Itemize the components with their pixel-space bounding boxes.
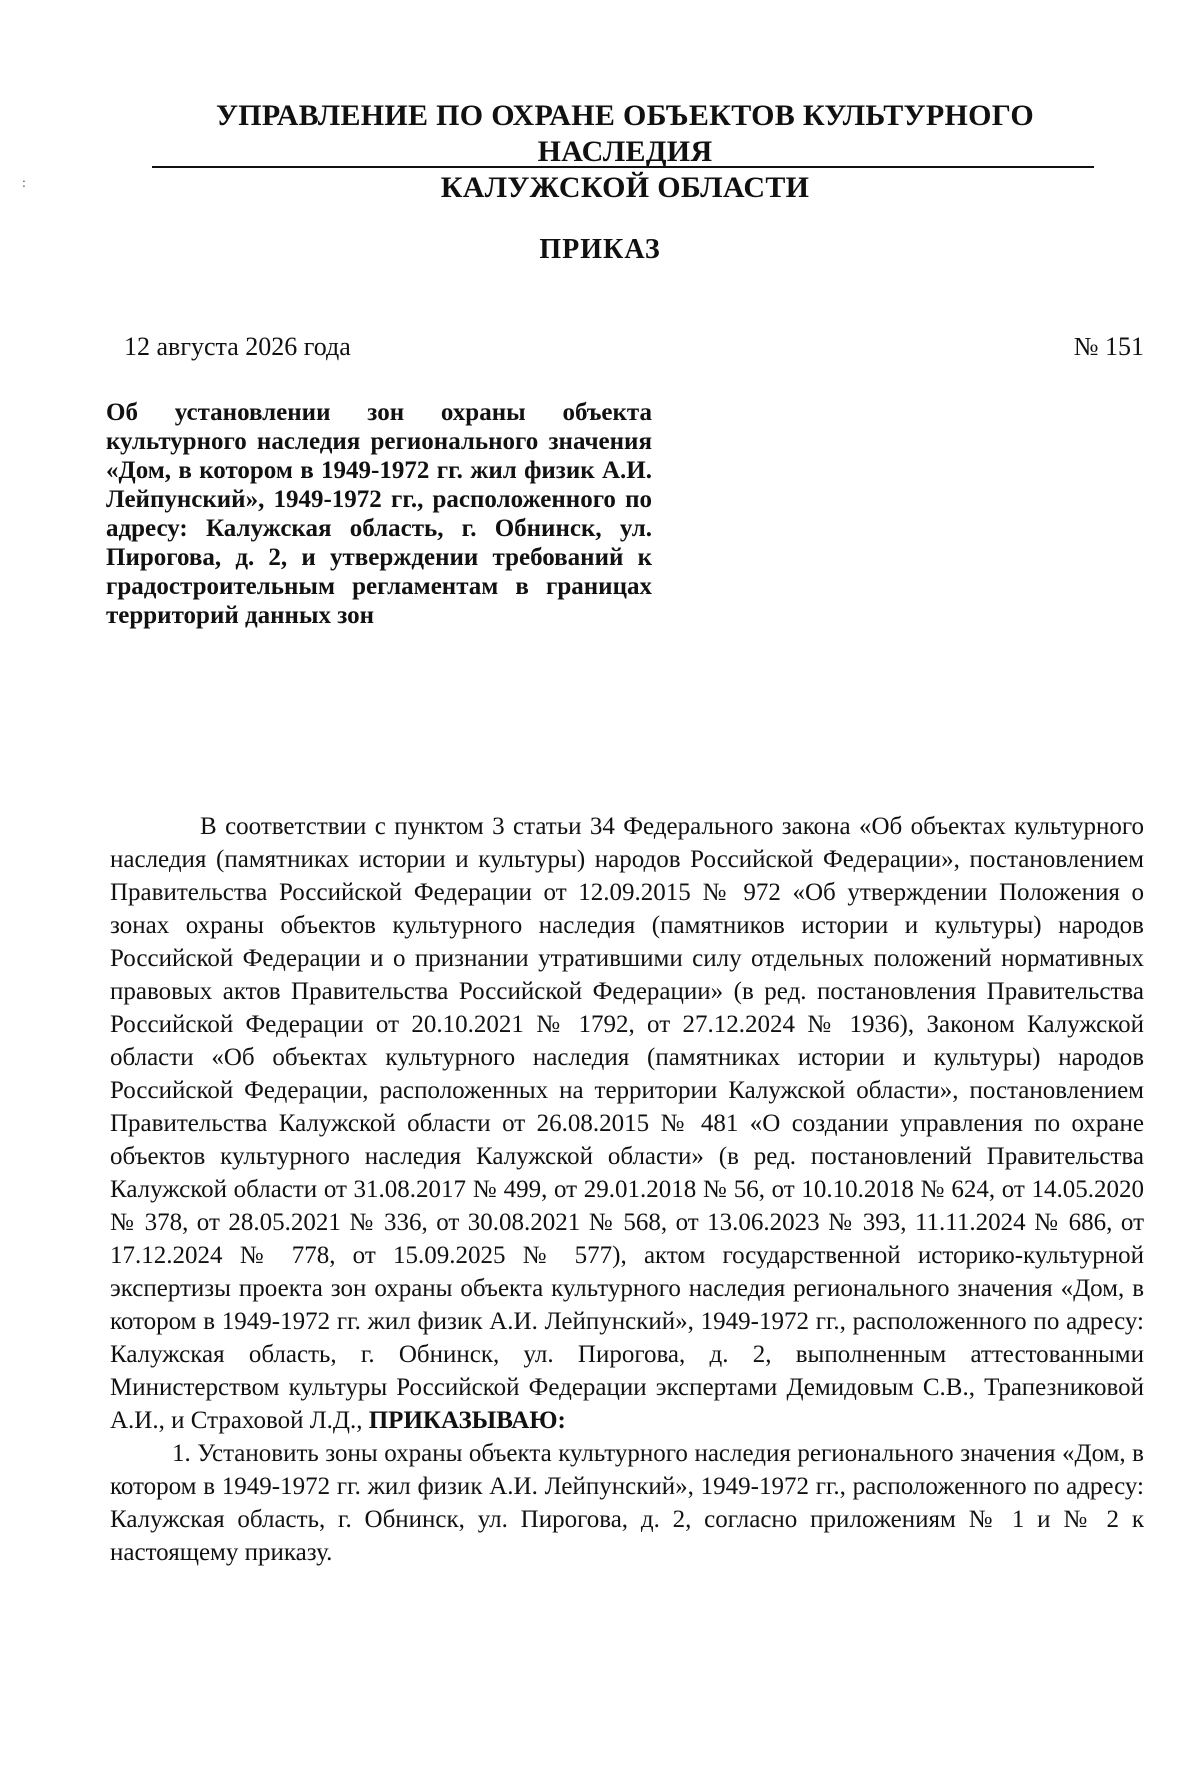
- order-date: 12 августа 2026 года: [124, 332, 351, 361]
- preamble-paragraph: [110, 810, 1144, 1437]
- organization-header: [150, 98, 1100, 206]
- organization-name-line1: УПРАВЛЕНИЕ ПО ОХРАНЕ ОБЪЕКТОВ КУЛЬТУРНОГО НАСЛЕДИЯ: [215, 99, 1035, 168]
- order-item-1: 1. Установить зоны охраны объекта культурного наследия регионального значения «Дом, в котором в 1949-1972 гг. жил физик А.И. Лейпунский», 1949-1972 гг., расположенного по адресу: Калужская область, г. Обнинск, ул. Пирогова, д. 2, согласно приложениям № 1 и № 2 к настоящему приказу.: [110, 1440, 1144, 1566]
- scan-mark: :: [22, 176, 26, 191]
- order-directive-word: ПРИКАЗЫВАЮ:: [368, 1407, 566, 1434]
- order-subject: Об установлении зон охраны объекта культурного наследия регионального значения «Дом, в котором в 1949-1972 гг. жил физик А.И. Лейпунский», 1949-1972 гг., расположенного по адресу: Калужская область, г. Обнинск, ул. Пирогова, д. 2, и утверждении требований к градостроительным регламентам в границах территорий данных зон: [106, 399, 652, 629]
- preamble-text: В соответствии с пунктом 3 статьи 34 Федерального закона «Об объектах культурного наследия (памятниках истории и культуры) народов Российской Федерации», постановлением Правительства Российской Федерации от 12.09.2015 № 972 «Об утверждении Положения о зонах охраны объектов культурного наследия (памятников истории и культуры) народов Российской Федерации и о признании утратившими силу отдельных положений нормативных правовых актов Правительства Российской Федерации» (в ред. постановления Правительства Российской Федерации от 20.10.2021 № 1792, от 27.12.2024 № 1936), Законом Калужской области «Об объектах культурного наследия (памятниках истории и культуры) народов Российской Федерации, расположенных на территории Калужской области», постановлением Правительства Калужской области от 26.08.2015 № 481 «О создании управления по охране объектов культурного наследия Калужской области» (в ред. постановлений Правительства Калужской области от 31.08.2017 № 499, от 29.01.2018 № 56, от 10.10.2018 № 624, от 14.05.2020 № 378, от 28.05.2021 № 336, от 30.08.2021 № 568, от 13.06.2023 № 393, 11.11.2024 № 686, от 17.12.2024 № 778, от 15.09.2025 № 577), актом государственной историко-культурной экспертизы проекта зон охраны объекта культурного наследия регионального значения «Дом, в котором в 1949-1972 гг. жил физик А.И. Лейпунский», 1949-1972 гг., расположенного по адресу: Калужская область, г. Обнинск, ул. Пирогова, д. 2, выполненным аттестованными Министерством культуры Российской Федерации экспертами Демидовым С.В., Трапезниковой А.И., и Страховой Л.Д.,: [110, 813, 1144, 1434]
- header-underline: [152, 166, 1094, 168]
- organization-name-line2: КАЛУЖСКОЙ ОБЛАСТИ: [440, 171, 810, 204]
- document-type-title: ПРИКАЗ: [539, 234, 661, 265]
- order-number: № 151: [1073, 332, 1144, 361]
- order-body: [110, 810, 1144, 1569]
